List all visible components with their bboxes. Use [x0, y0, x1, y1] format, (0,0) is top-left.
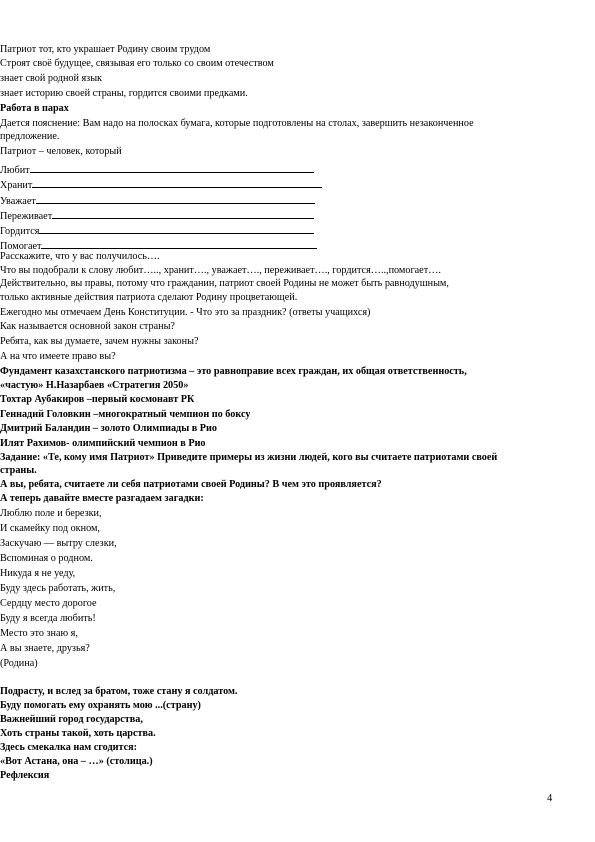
- riddle-line-8: Буду я всегда любить!: [0, 613, 96, 624]
- text-line-21: Ребята, как вы думаете, зачем нужны законы?: [0, 336, 199, 347]
- text-line-29: Задание: «Те, кому имя Патриот» Приведите примеры из жизни людей, кого вы считаете патриотами своей: [0, 452, 498, 463]
- blank-row-6: Помогает: [0, 239, 317, 253]
- blank-row-2: Хранит: [0, 178, 322, 192]
- text-line-46: Важнейший город государства,: [0, 714, 143, 725]
- riddle-line-6: Буду здесь работать, жить,: [0, 583, 116, 594]
- riddle-line-9: Место это знаю я,: [0, 628, 78, 639]
- riddle-line-11: (Родина): [0, 658, 38, 669]
- text-line-32: А теперь давайте вместе разгадаем загадки:: [0, 493, 204, 504]
- text-line-8: Патриот – человек, который: [0, 146, 122, 157]
- text-line-7: предложение.: [0, 131, 60, 142]
- text-line-45: Буду помогать ему охранять мою ...(страну): [0, 700, 201, 711]
- text-line-15: Расскажите, что у вас получилось….: [0, 251, 160, 262]
- text-line-2: Строят своё будущее, связывая его только со своим отечеством: [0, 58, 274, 69]
- section-heading-pair-work: Работа в парах: [0, 103, 69, 114]
- blank-row-5: Гордится: [0, 224, 314, 238]
- text-line-47: Хоть страны такой, хоть царства.: [0, 728, 156, 739]
- riddle-line-2: И скамейку под окном,: [0, 523, 100, 534]
- text-line-50: Рефлексия: [0, 770, 50, 781]
- riddle-line-1: Люблю поле и березки,: [0, 508, 102, 519]
- text-line-23: Фундамент казахстанского патриотизма – это равноправие всех граждан, их общая ответственность,: [0, 366, 467, 377]
- text-line-48: Здесь смекалка нам сгодится:: [0, 742, 138, 753]
- riddle-line-10: А вы знаете, друзья?: [0, 643, 90, 654]
- blank-row-4: Переживает: [0, 209, 314, 223]
- text-line-22: А на что имеете право вы?: [0, 351, 116, 362]
- riddle-line-3: Заскучаю — вытру слезки,: [0, 538, 117, 549]
- blank-row-1: Любит: [0, 163, 314, 177]
- text-line-3: знает свой родной язык: [0, 73, 102, 84]
- text-line-49: «Вот Астана, она – …» (столица.): [0, 756, 153, 767]
- riddle-line-7: Сердцу место дорогое: [0, 598, 97, 609]
- text-line-30: страны.: [0, 465, 37, 476]
- riddle-line-5: Никуда я не уеду,: [0, 568, 76, 579]
- text-line-44: Подрасту, и вслед за братом, тоже стану я солдатом.: [0, 686, 238, 697]
- text-line-26: Геннадий Головкин –многократный чемпион по боксу: [0, 409, 251, 420]
- blank-row-3: Уважает: [0, 194, 315, 208]
- text-line-1: Патриот тот, кто украшает Родину своим трудом: [0, 44, 211, 55]
- text-line-20: Как называется основной закон страны?: [0, 321, 175, 332]
- text-line-24: «частую» Н.Назарбаев «Стратегия 2050»: [0, 380, 189, 391]
- text-line-25: Тохтар Аубакиров –первый космонавт РК: [0, 394, 195, 405]
- text-line-6: Дается пояснение: Вам надо на полосках бумага, которые подготовлены на столах, завершить незаконченное: [0, 118, 474, 129]
- text-line-16: Что вы подобрали к слову любит….., хранит…., уважает…., переживает…., гордится…..,помогает….: [0, 265, 441, 276]
- text-line-18: только активные действия патриота сделают Родину процветающей.: [0, 292, 298, 303]
- page-number: 4: [547, 793, 553, 804]
- text-line-4: знает историю своей страны, гордится своими предками.: [0, 88, 248, 99]
- text-line-19: Ежегодно мы отмечаем День Конституции. - Что это за праздник? (ответы учащихся): [0, 307, 371, 318]
- text-line-27: Дмитрий Баландин – золото Олимпиады в Рио: [0, 423, 217, 434]
- text-line-17: Действительно, вы правы, потому что гражданин, патриот своей Родины не может быть равнодушным,: [0, 278, 449, 289]
- text-line-28: Илят Рахимов- олимпийский чемпион в Рио: [0, 438, 206, 449]
- text-line-31: А вы, ребята, считаете ли себя патриотами своей Родины? В чем это проявляется?: [0, 479, 382, 490]
- riddle-line-4: Вспоминая о родном.: [0, 553, 93, 564]
